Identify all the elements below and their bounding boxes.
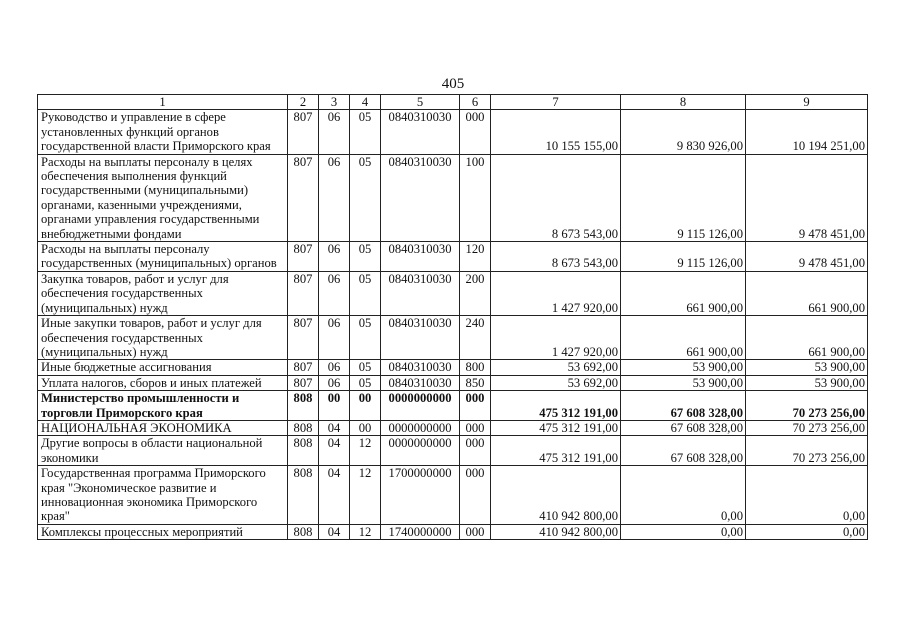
subsection-code: 00 <box>350 420 381 435</box>
section-code: 06 <box>319 271 350 315</box>
amount-col9: 70 273 256,00 <box>746 436 868 466</box>
header-cell: 2 <box>288 95 319 110</box>
row-name: Министерство промышленности и торговли Приморского края <box>38 391 288 421</box>
table-row <box>38 154 868 241</box>
amount-col8: 9 115 126,00 <box>621 242 746 272</box>
expense-type-code: 000 <box>460 420 491 435</box>
subsection-code: 05 <box>350 242 381 272</box>
amount-col8: 9 115 126,00 <box>621 154 746 241</box>
admin-code: 807 <box>288 242 319 272</box>
admin-code: 808 <box>288 420 319 435</box>
expense-type-code: 240 <box>460 316 491 360</box>
section-code: 06 <box>319 110 350 154</box>
subsection-code: 12 <box>350 524 381 539</box>
admin-code: 807 <box>288 360 319 375</box>
header-cell: 8 <box>621 95 746 110</box>
row-name: Иные закупки товаров, работ и услуг для обеспечения государственных (муниципальных) нужд <box>38 316 288 360</box>
section-code: 04 <box>319 524 350 539</box>
row-name: Руководство и управление в сфере установленных функций органов государственной власти Приморского края <box>38 110 288 154</box>
amount-col9: 53 900,00 <box>746 375 868 390</box>
target-article-code: 0000000000 <box>381 391 460 421</box>
admin-code: 808 <box>288 391 319 421</box>
target-article-code: 0840310030 <box>381 154 460 241</box>
admin-code: 808 <box>288 436 319 466</box>
header-cell: 3 <box>319 95 350 110</box>
row-name: Государственная программа Приморского края "Экономическое развитие и инновационная экономика Приморского края" <box>38 466 288 525</box>
subsection-code: 05 <box>350 360 381 375</box>
amount-col8: 661 900,00 <box>621 271 746 315</box>
row-name: Комплексы процессных мероприятий <box>38 524 288 539</box>
amount-col9: 0,00 <box>746 524 868 539</box>
amount-col8: 0,00 <box>621 524 746 539</box>
header-cell: 5 <box>381 95 460 110</box>
table-row <box>38 271 868 315</box>
subsection-code: 05 <box>350 375 381 390</box>
section-code: 06 <box>319 154 350 241</box>
target-article-code: 0000000000 <box>381 436 460 466</box>
subsection-code: 05 <box>350 154 381 241</box>
target-article-code: 1740000000 <box>381 524 460 539</box>
target-article-code: 0840310030 <box>381 242 460 272</box>
header-cell: 1 <box>38 95 288 110</box>
admin-code: 807 <box>288 271 319 315</box>
subsection-code: 00 <box>350 391 381 421</box>
table-row <box>38 110 868 154</box>
row-name: Уплата налогов, сборов и иных платежей <box>38 375 288 390</box>
table-row <box>38 391 868 421</box>
table-row <box>38 242 868 272</box>
amount-col9: 9 478 451,00 <box>746 242 868 272</box>
amount-col8: 67 608 328,00 <box>621 436 746 466</box>
table-row <box>38 360 868 375</box>
section-code: 04 <box>319 436 350 466</box>
table-row <box>38 524 868 539</box>
target-article-code: 0000000000 <box>381 420 460 435</box>
budget-table <box>37 94 868 540</box>
amount-col8: 9 830 926,00 <box>621 110 746 154</box>
expense-type-code: 100 <box>460 154 491 241</box>
admin-code: 808 <box>288 466 319 525</box>
expense-type-code: 000 <box>460 466 491 525</box>
amount-col9: 53 900,00 <box>746 360 868 375</box>
table-row <box>38 436 868 466</box>
subsection-code: 05 <box>350 316 381 360</box>
table-row <box>38 420 868 435</box>
section-code: 06 <box>319 316 350 360</box>
table-row <box>38 316 868 360</box>
subsection-code: 12 <box>350 466 381 525</box>
amount-col8: 67 608 328,00 <box>621 420 746 435</box>
section-code: 04 <box>319 466 350 525</box>
amount-col9: 0,00 <box>746 466 868 525</box>
expense-type-code: 200 <box>460 271 491 315</box>
row-name: Закупка товаров, работ и услуг для обеспечения государственных (муниципальных) нужд <box>38 271 288 315</box>
amount-col7: 475 312 191,00 <box>491 391 621 421</box>
amount-col7: 410 942 800,00 <box>491 524 621 539</box>
subsection-code: 12 <box>350 436 381 466</box>
target-article-code: 1700000000 <box>381 466 460 525</box>
expense-type-code: 000 <box>460 110 491 154</box>
amount-col7: 1 427 920,00 <box>491 271 621 315</box>
amount-col9: 70 273 256,00 <box>746 420 868 435</box>
amount-col8: 53 900,00 <box>621 360 746 375</box>
row-name: НАЦИОНАЛЬНАЯ ЭКОНОМИКА <box>38 420 288 435</box>
target-article-code: 0840310030 <box>381 271 460 315</box>
target-article-code: 0840310030 <box>381 360 460 375</box>
amount-col8: 53 900,00 <box>621 375 746 390</box>
amount-col7: 475 312 191,00 <box>491 420 621 435</box>
amount-col7: 410 942 800,00 <box>491 466 621 525</box>
page-number: 405 <box>441 76 465 92</box>
amount-col8: 67 608 328,00 <box>621 391 746 421</box>
target-article-code: 0840310030 <box>381 316 460 360</box>
admin-code: 807 <box>288 154 319 241</box>
amount-col7: 8 673 543,00 <box>491 242 621 272</box>
target-article-code: 0840310030 <box>381 375 460 390</box>
amount-col9: 9 478 451,00 <box>746 154 868 241</box>
target-article-code: 0840310030 <box>381 110 460 154</box>
header-cell: 6 <box>460 95 491 110</box>
subsection-code: 05 <box>350 271 381 315</box>
row-name: Расходы на выплаты персоналу в целях обеспечения выполнения функций государственными (муниципальными) органами, казенными учреждениями, органами управления государственными внебюджетными фондами <box>38 154 288 241</box>
expense-type-code: 000 <box>460 524 491 539</box>
section-code: 00 <box>319 391 350 421</box>
section-code: 06 <box>319 375 350 390</box>
expense-type-code: 850 <box>460 375 491 390</box>
expense-type-code: 120 <box>460 242 491 272</box>
expense-type-code: 000 <box>460 391 491 421</box>
amount-col9: 661 900,00 <box>746 271 868 315</box>
expense-type-code: 800 <box>460 360 491 375</box>
admin-code: 808 <box>288 524 319 539</box>
section-code: 06 <box>319 360 350 375</box>
header-cell: 7 <box>491 95 621 110</box>
amount-col8: 661 900,00 <box>621 316 746 360</box>
header-cell: 4 <box>350 95 381 110</box>
expense-type-code: 000 <box>460 436 491 466</box>
admin-code: 807 <box>288 375 319 390</box>
header-cell: 9 <box>746 95 868 110</box>
admin-code: 807 <box>288 316 319 360</box>
table-row <box>38 375 868 390</box>
subsection-code: 05 <box>350 110 381 154</box>
amount-col7: 1 427 920,00 <box>491 316 621 360</box>
row-name: Иные бюджетные ассигнования <box>38 360 288 375</box>
amount-col7: 475 312 191,00 <box>491 436 621 466</box>
amount-col9: 10 194 251,00 <box>746 110 868 154</box>
amount-col8: 0,00 <box>621 466 746 525</box>
table-row <box>38 466 868 525</box>
amount-col9: 70 273 256,00 <box>746 391 868 421</box>
amount-col9: 661 900,00 <box>746 316 868 360</box>
amount-col7: 8 673 543,00 <box>491 154 621 241</box>
section-code: 04 <box>319 420 350 435</box>
amount-col7: 53 692,00 <box>491 360 621 375</box>
header-row <box>38 95 868 110</box>
amount-col7: 10 155 155,00 <box>491 110 621 154</box>
amount-col7: 53 692,00 <box>491 375 621 390</box>
row-name: Другие вопросы в области национальной экономики <box>38 436 288 466</box>
section-code: 06 <box>319 242 350 272</box>
row-name: Расходы на выплаты персоналу государственных (муниципальных) органов <box>38 242 288 272</box>
admin-code: 807 <box>288 110 319 154</box>
